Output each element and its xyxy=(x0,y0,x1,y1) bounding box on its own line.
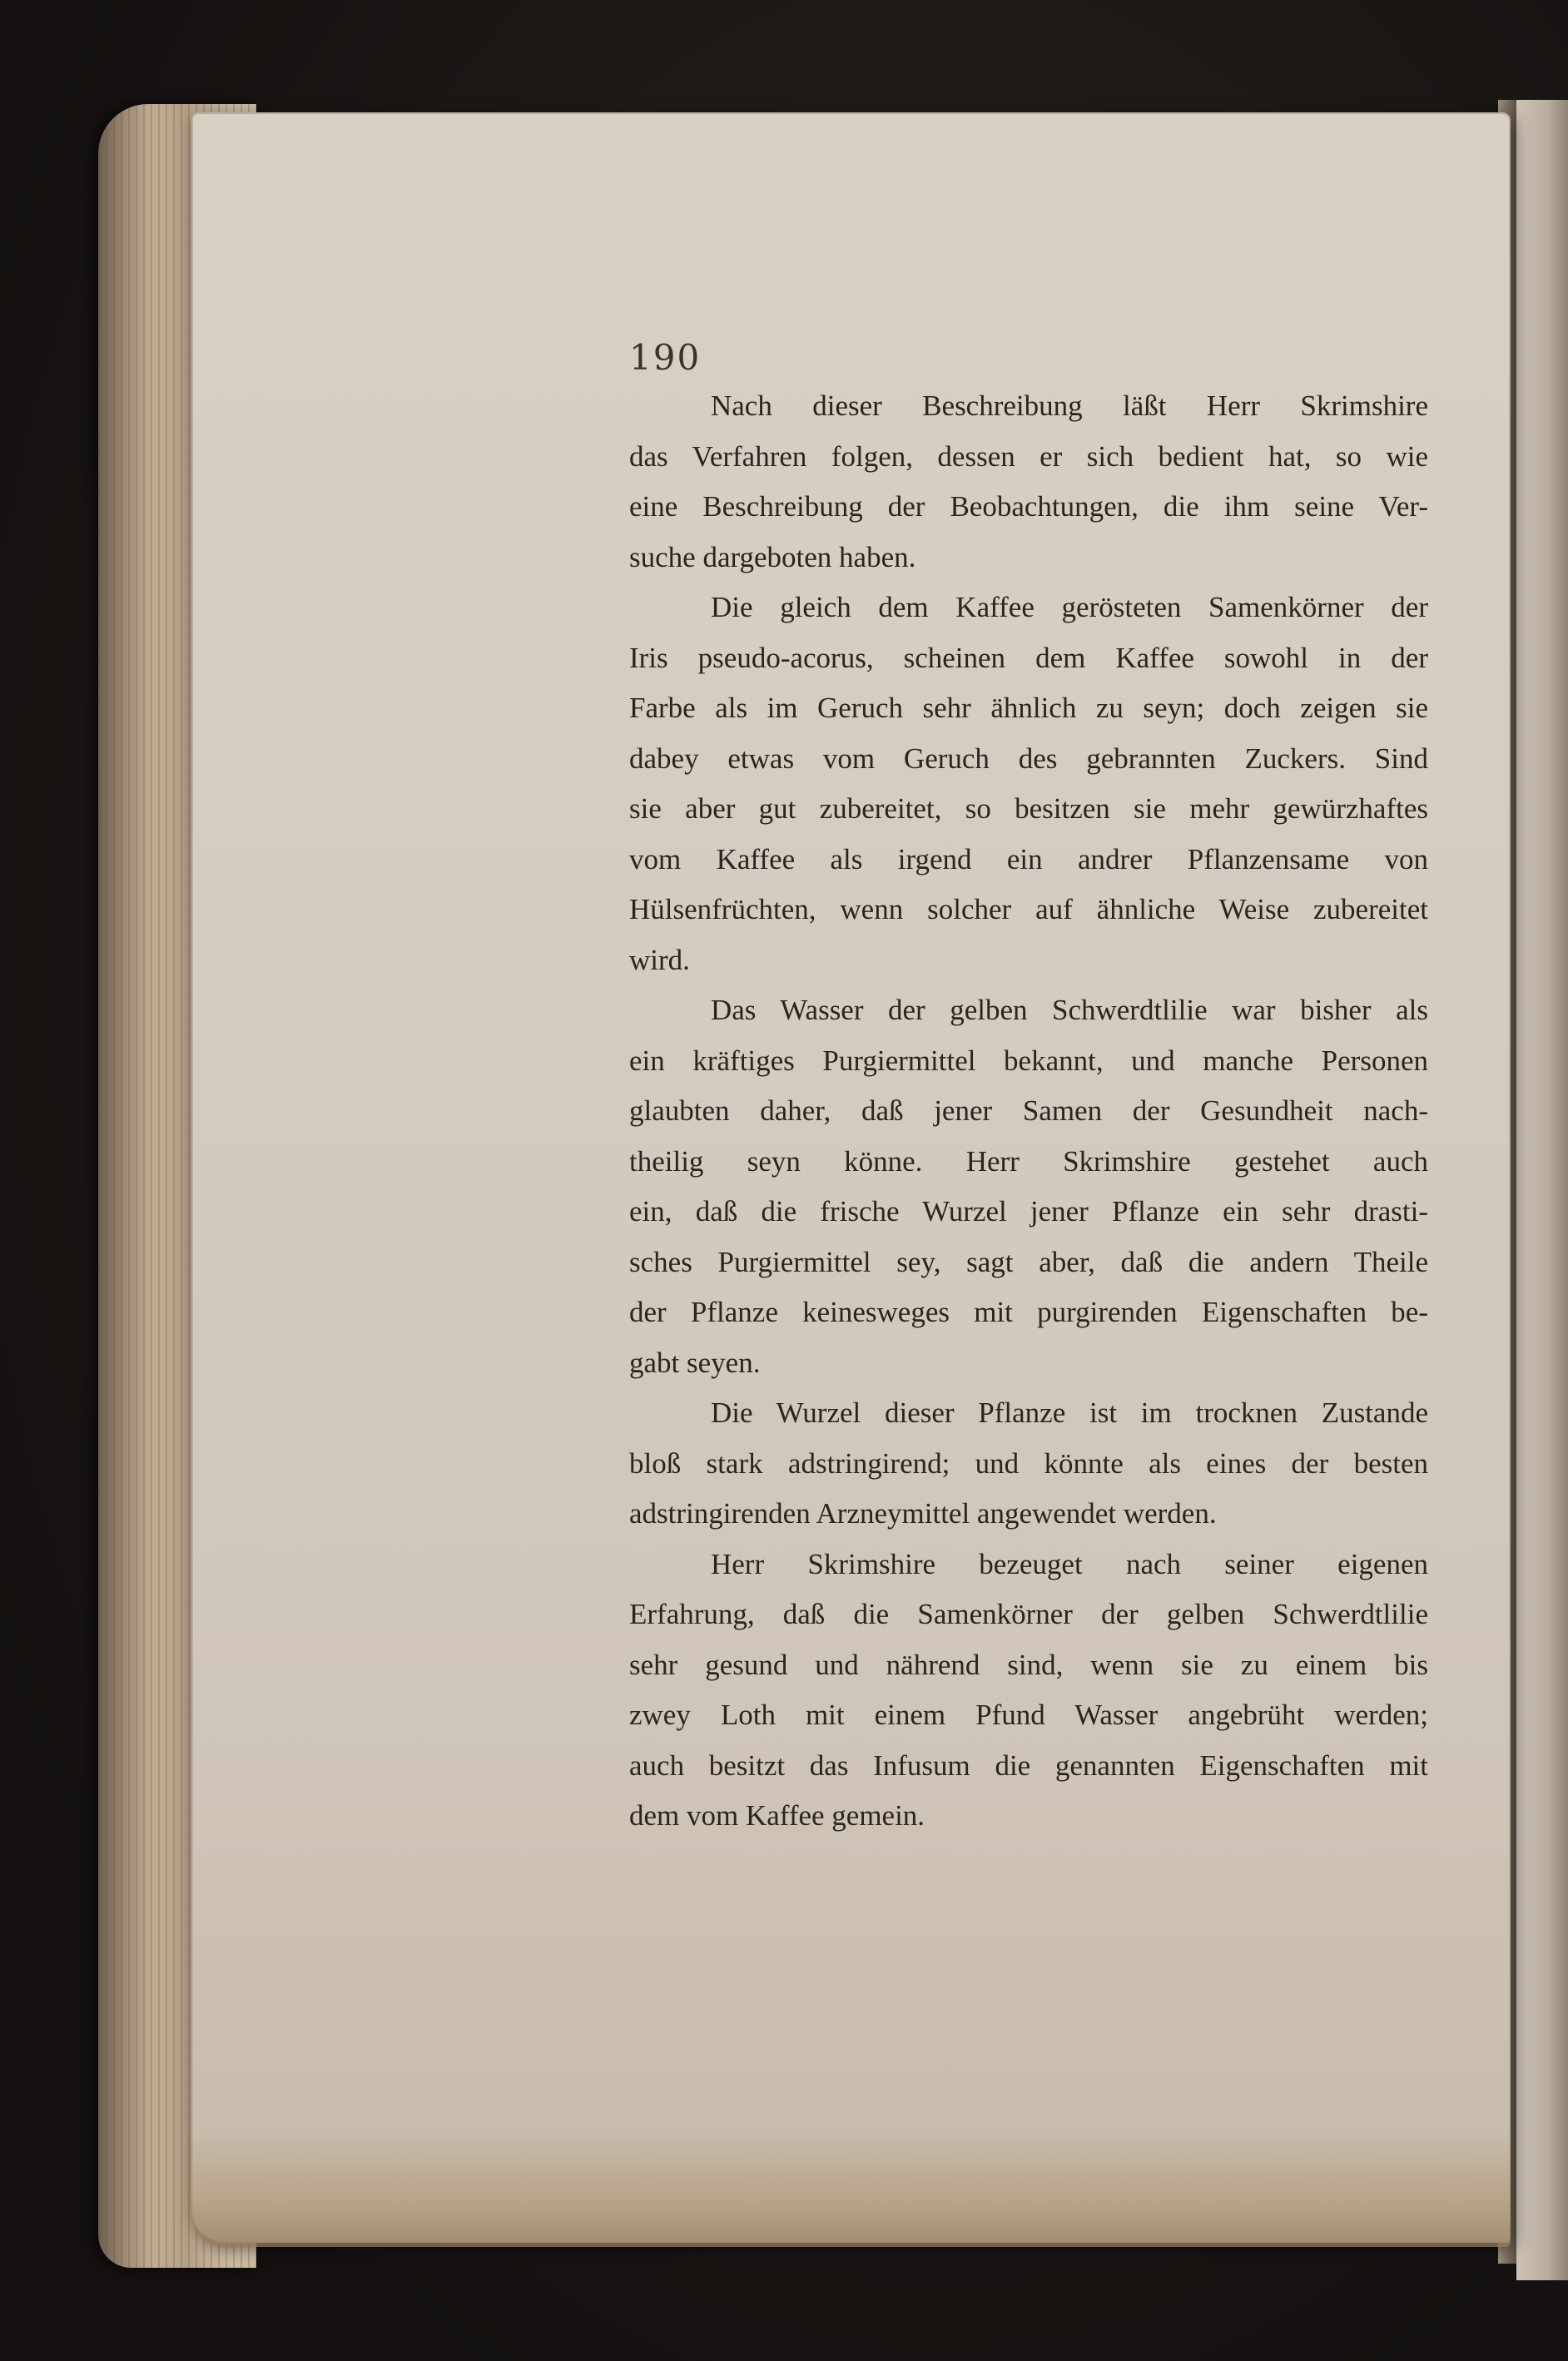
page-wear-stain xyxy=(191,2130,1511,2247)
text-line: ein kräftiges Purgiermittel bekannt, und manche Personen xyxy=(629,1044,1428,1077)
paragraph xyxy=(629,583,1428,985)
text-line: wird. xyxy=(629,943,690,976)
page-text-block xyxy=(629,337,1428,1842)
text-line: Herr Skrimshire bezeuget nach seiner eigenen xyxy=(711,1547,1428,1580)
text-line: sches Purgiermittel sey, sagt aber, daß die andern Theile xyxy=(629,1245,1428,1278)
text-line: adstringirenden Arzneymittel angewendet werden. xyxy=(629,1497,1217,1530)
paragraph xyxy=(629,381,1428,583)
page-number: 190 xyxy=(629,337,702,378)
text-line: Erfahrung, daß die Samenkörner der gelben Schwerdtlilie xyxy=(629,1598,1428,1630)
paragraph xyxy=(629,985,1428,1388)
text-line: Das Wasser der gelben Schwerdtlilie war bisher als xyxy=(711,994,1428,1026)
text-line: zwey Loth mit einem Pfund Wasser angebrüht werden; xyxy=(629,1699,1428,1731)
text-line: sie aber gut zubereitet, so besitzen sie mehr gewürzhaftes xyxy=(629,792,1428,825)
text-line: Nach dieser Beschreibung läßt Herr Skrimshire xyxy=(711,389,1428,422)
paragraph xyxy=(629,1388,1428,1540)
facing-page-edge xyxy=(1516,100,1568,2280)
text-line: theilig seyn könne. Herr Skrimshire gestehet auch xyxy=(629,1144,1428,1178)
text-line: Hülsenfrüchten, wenn solcher auf ähnliche Weise zubereitet xyxy=(629,893,1428,925)
text-line: suche dargeboten haben. xyxy=(629,540,916,573)
text-line: dem vom Kaffee gemein. xyxy=(629,1799,925,1832)
text-line: Die Wurzel dieser Pflanze ist im trocknen Zustande xyxy=(711,1396,1428,1429)
text-line: Die gleich dem Kaffee gerösteten Samenkörner der xyxy=(711,591,1428,623)
text-line: gabt seyen. xyxy=(629,1346,761,1379)
paragraph xyxy=(629,1540,1428,1842)
text-line: der Pflanze keinesweges mit purgirenden Eigenschaften be- xyxy=(629,1296,1428,1328)
text-line: sehr gesund und nährend sind, wenn sie zu einem bis xyxy=(629,1648,1428,1681)
text-line: bloß stark adstringirend; und könnte als eines der besten xyxy=(629,1446,1428,1480)
text-line: glaubten daher, daß jener Samen der Gesundheit nach- xyxy=(629,1094,1428,1127)
text-line: auch besitzt das Infusum die genannten Eigenschaften mit xyxy=(629,1748,1428,1782)
text-line: das Verfahren folgen, dessen er sich bedient hat, so wie xyxy=(629,439,1428,473)
text-line: Iris pseudo-acorus, scheinen dem Kaffee sowohl in der xyxy=(629,641,1428,674)
text-line: ein, daß die frische Wurzel jener Pflanze ein sehr drasti- xyxy=(629,1195,1428,1228)
text-line: Farbe als im Geruch sehr ähnlich zu seyn; doch zeigen sie xyxy=(629,692,1428,724)
text-line: eine Beschreibung der Beobachtungen, die ihm seine Ver- xyxy=(629,490,1428,523)
text-line: vom Kaffee als irgend ein andrer Pflanzensame von xyxy=(629,842,1428,875)
text-line: dabey etwas vom Geruch des gebrannten Zuckers. Sind xyxy=(629,742,1428,775)
